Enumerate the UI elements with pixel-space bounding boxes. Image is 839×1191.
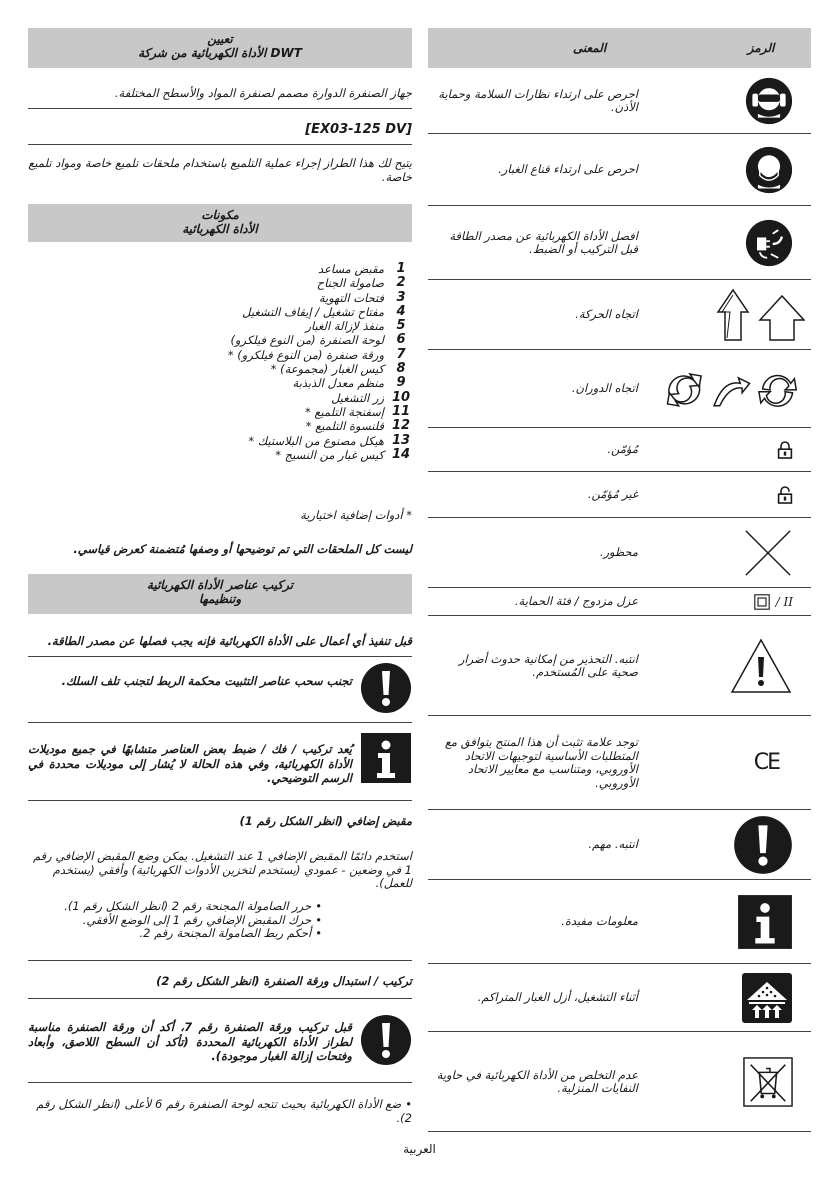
list-item (28, 276, 412, 290)
table-row (428, 1032, 811, 1132)
symbol-text: / II (775, 594, 793, 609)
attention-icon (360, 1014, 412, 1066)
component-number: 11 (391, 403, 411, 419)
meaning-text: عزل مزدوج / فئة الحماية. (514, 594, 638, 609)
dust-extraction-icon (741, 972, 793, 1024)
bullet-list (28, 900, 412, 941)
symbol-cell (640, 964, 811, 1031)
warning-block (28, 662, 412, 718)
table-header (428, 28, 811, 68)
table-row (428, 350, 811, 428)
locked-icon (777, 440, 793, 460)
symbol-cell (640, 472, 811, 517)
meaning-text: افصل الأداة الكهربائية عن مصدر الطاقة قبل التركيب أو الضبط. (449, 228, 638, 256)
list-item (28, 448, 412, 462)
table-row (428, 716, 811, 810)
safety-glasses-ear-protection-icon (745, 77, 793, 125)
component-number: 3 (396, 289, 406, 305)
movement-direction-icon (715, 285, 805, 345)
divider (28, 960, 412, 961)
accessories-note: ليست كل الملحقات التي تم توضيحها أو وصفها مُتضمنة كعرض قياسي. (73, 542, 412, 556)
section-title: تركيب / استبدال ورقة الصنفرة (انظر الشكل رقم 2) (156, 974, 412, 988)
warning-text: تجنب سحب عناصر التثبيت محكمة الربط لتجنب تلف السلك. (61, 674, 352, 688)
component-label: فتحات التهوية (318, 290, 384, 305)
list-item (28, 419, 412, 433)
symbol-cell (640, 880, 811, 963)
bullet-item: •حرر الصامولة المجنحة رقم 2 (انظر الشكل رقم 1). (64, 899, 322, 913)
symbol-cell (640, 616, 811, 715)
list-item (28, 391, 412, 405)
table-row (428, 280, 811, 350)
list-item (28, 405, 412, 419)
meaning-text: احرص على ارتداء نظارات السلامة وحماية الأذن. (438, 86, 638, 114)
meaning-text: معلومات مفيدة. (561, 914, 638, 929)
component-label: هيكل مصنوع من البلاستيك * (248, 433, 384, 448)
component-number: 12 (391, 418, 411, 434)
header-symbol: الرمز (747, 41, 775, 55)
section-title: مقبض إضافي (انظر الشكل رقم 1) (239, 814, 412, 828)
dust-mask-icon (745, 146, 793, 194)
section-text: استخدم دائمًا المقبض الإضافي 1 عند التشغيل. يمكن وضع المقبض الإضافي رقم 1 في وضعين - عمودي (يستخدم لتخزين الأدوات الكهربائية) وأفقي (يستخدم للعمل). (32, 849, 412, 890)
list-item (28, 362, 412, 376)
model-name: [EX03-125 DV] (305, 122, 412, 137)
bullet-item: •أحكم ربط الصامولة المجنحة رقم 2. (139, 926, 322, 940)
symbol-cell (640, 1032, 811, 1131)
list-item (28, 333, 412, 347)
assembly-header: تركيب عناصر الأداة الكهربائية وتنظيمها (28, 574, 412, 614)
attention-icon (360, 662, 412, 714)
component-label: كيس غبار من النسيج * (275, 447, 384, 462)
disconnect-note: قبل تنفيذ أي أعمال على الأداة الكهربائية فإنه يجب فصلها عن مصدر الطاقة. (47, 634, 412, 648)
component-number: 6 (396, 332, 406, 348)
table-row (428, 810, 811, 880)
list-item (28, 319, 412, 333)
meaning-text: توجد علامة تثبت أن هذا المنتج يتوافق مع المتطلبات الأساسية لتوجيهات الاتحاد الأوروبي، ومتناسب مع معايير الاتحاد الأوروبي. (444, 735, 638, 790)
symbol-cell (640, 428, 811, 471)
component-label: إسفنجة التلميع * (305, 404, 384, 419)
symbol-cell (640, 518, 811, 587)
symbol-cell (640, 588, 811, 615)
component-label: لوحة الصنفرة (من النوع فيلكرو) (230, 333, 384, 348)
table-row (428, 472, 811, 518)
divider (28, 800, 412, 801)
header-meaning: المعنى (572, 41, 607, 55)
table-row (428, 206, 811, 280)
prohibited-icon (743, 528, 793, 578)
model-note: يتيح لك هذا الطراز إجراء عملية التلميع باستخدام ملحقات تلميع خاصة ومواد تلميع خاصة. (28, 156, 412, 184)
table-row (428, 68, 811, 134)
components-list (28, 262, 412, 462)
symbol-cell (640, 280, 811, 349)
component-label: منظم معدل الذبذبة (292, 376, 384, 391)
info-icon (737, 894, 793, 950)
symbols-table (428, 28, 811, 1095)
meaning-text: انتبه. التحذير من إمكانية حدوث أضرار صحية على المُستخدم. (458, 651, 638, 679)
component-label: مفتاح تشغيل / إيقاف التشغيل (242, 304, 384, 319)
divider (28, 1082, 412, 1083)
assignment-header: تعيين الأداة الكهربائية من شركة DWT (28, 28, 412, 68)
table-row (428, 964, 811, 1032)
bullet-item: •ضع الأداة الكهربائية بحيث تتجه لوحة الصنفرة رقم 6 لأعلى (انظر الشكل رقم 2). (36, 1097, 412, 1125)
meaning-text: أثناء التشغيل، أزل الغبار المتراكم. (477, 990, 638, 1005)
component-number: 8 (396, 361, 406, 377)
component-number: 14 (391, 446, 411, 462)
table-row (428, 616, 811, 716)
component-number: 7 (396, 346, 406, 362)
symbol-cell (640, 350, 811, 427)
table-row (428, 880, 811, 964)
double-insulation-icon (754, 594, 770, 610)
info-block (28, 728, 412, 788)
meaning-text: غير مُؤمّن. (587, 487, 638, 502)
warning-block (28, 1014, 412, 1074)
rotation-direction-icon (655, 361, 805, 417)
component-number: 13 (391, 432, 411, 448)
warning-triangle-icon (729, 637, 793, 695)
meaning-text: احرص على ارتداء قناع الغبار. (498, 162, 638, 177)
component-number: 1 (396, 261, 406, 276)
divider (28, 108, 412, 109)
component-label: كيس الغبار (مجموعة) * (270, 362, 384, 377)
component-number: 9 (396, 375, 406, 391)
list-item (28, 348, 412, 362)
component-label: مقبض مساعد (317, 262, 384, 276)
optional-note: * أدوات إضافية اختيارية (300, 508, 412, 522)
intro-text: جهاز الصنفرة الدوارة مصمم لصنفرة المواد والأسطح المختلفة. (114, 86, 412, 100)
component-label: ورقة صنفرة (من النوع فيلكرو) * (227, 347, 384, 362)
no-household-waste-icon (743, 1056, 793, 1108)
symbol-cell (640, 716, 811, 809)
divider (28, 656, 412, 657)
bullet-item: •حرك المقبض الإضافي رقم 1 إلى الوضع الأفقي. (82, 912, 322, 927)
meaning-text: عدم التخلص من الأداة الكهربائية في حاوية النفايات المنزلية. (436, 1067, 638, 1095)
component-label: منفذ لإزالة الغبار (305, 319, 384, 334)
symbol-cell (640, 68, 811, 133)
info-text: يُعد تركيب / فك / ضبط بعض العناصر متشابهًا في جميع موديلات الأداة الكهربائية، وفي هذه الحالة لا يُشار إلى موديلات محددة في الرسم التوضيحي. (28, 742, 352, 785)
component-label: صامولة الجناح (316, 276, 384, 291)
divider (28, 144, 412, 145)
symbol-cell (640, 810, 811, 879)
list-item (28, 434, 412, 448)
meaning-text: اتجاه الدوران. (571, 381, 638, 396)
meaning-text: محظور. (599, 545, 638, 560)
list-item (28, 376, 412, 390)
meaning-text: اتجاه الحركة. (575, 307, 638, 322)
attention-icon (733, 815, 793, 875)
list-item (28, 262, 412, 276)
symbol-cell (640, 134, 811, 205)
table-row (428, 428, 811, 472)
unlocked-icon (777, 485, 793, 505)
list-item (28, 305, 412, 319)
page-footer-language: العربية (403, 1142, 436, 1156)
meaning-text: مُؤمّن. (607, 442, 638, 457)
table-row (428, 518, 811, 588)
divider (28, 722, 412, 723)
component-number: 4 (396, 303, 406, 319)
component-number: 10 (391, 389, 411, 405)
info-icon (360, 732, 412, 784)
symbol-cell (640, 206, 811, 279)
component-label: قلنسوة التلميع * (305, 419, 384, 434)
component-label: زر التشغيل (331, 390, 384, 405)
divider (28, 998, 412, 999)
ce-mark-icon: CE (753, 750, 779, 775)
component-number: 5 (396, 318, 406, 334)
table-row (428, 134, 811, 206)
warning-text: قبل تركيب ورقة الصنفرة رقم 7، أكد أن ورقة الصنفرة مناسبة لطراز الأداة الكهربائية المحددة (تأكد أن السطح اللاصق، وأبعاد وفتحات إزالة الغبار موجودة). (28, 1020, 352, 1063)
list-item (28, 291, 412, 305)
component-number: 2 (396, 275, 406, 291)
components-header: مكونات الأداة الكهربائية (28, 204, 412, 242)
table-row (428, 588, 811, 616)
meaning-text: انتبه. مهم. (588, 837, 638, 852)
unplug-icon (745, 219, 793, 267)
